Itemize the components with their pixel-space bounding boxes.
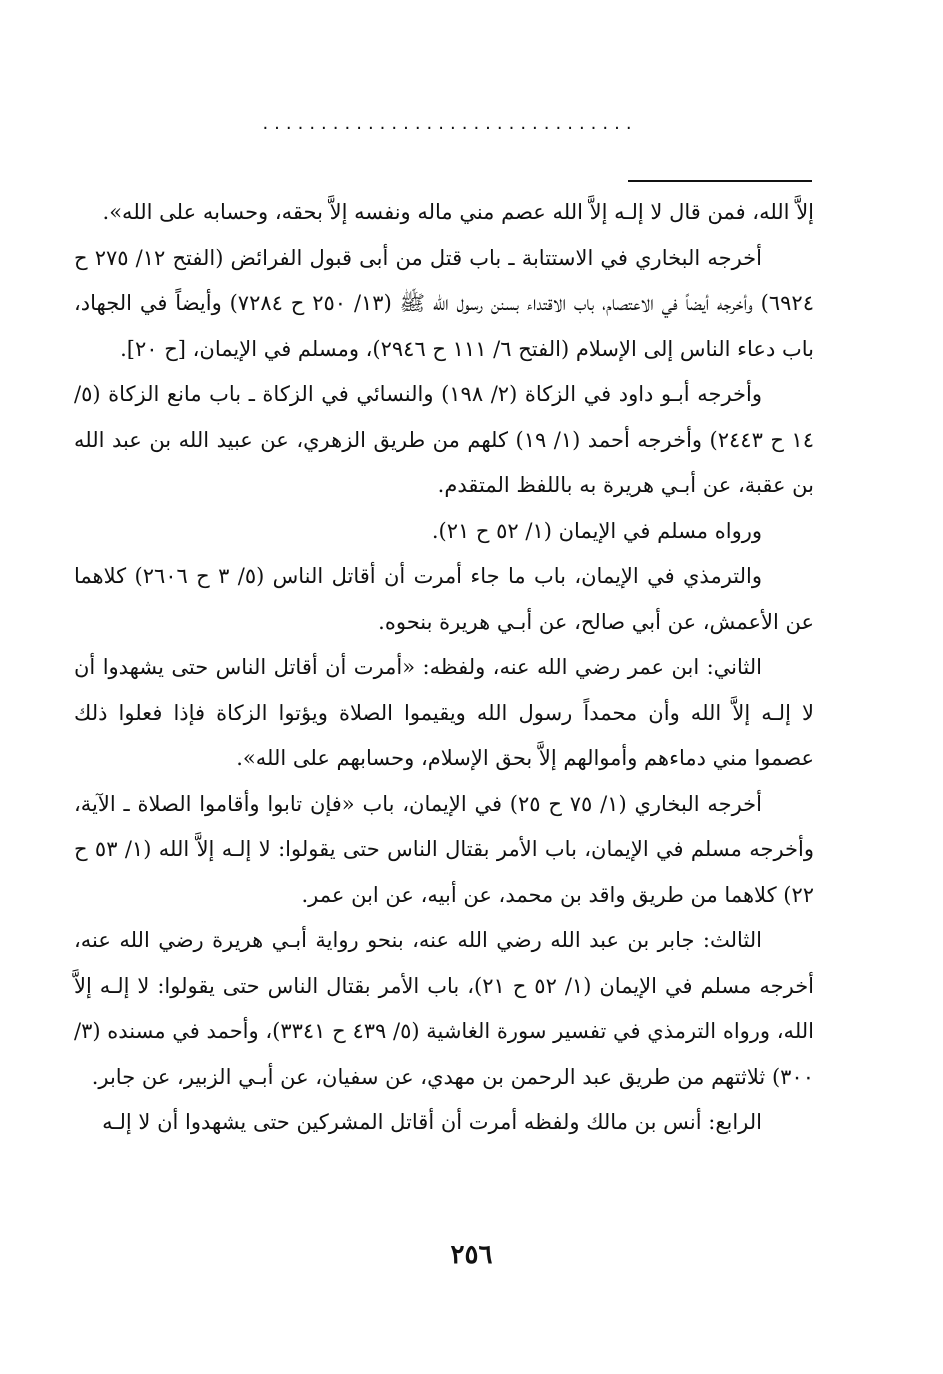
paragraph-muslim: ورواه مسلم في الإيمان (١/ ٥٢ ح ٢١). bbox=[431, 518, 762, 543]
paragraph-tirmidhi: والترمذي في الإيمان، باب ما جاء أمرت أن أقاتل الناس (٥/ ٣ ح ٢٦٠٦) كلاهما عن الأعمش، عن أبي صالح، عن أبـي هريرة بنحوه. bbox=[74, 564, 814, 634]
paragraph-continuation: إلاَّ الله، فمن قال لا إلـه إلاَّ الله عصم مني ماله ونفسه إلاَّ بحقه، وحسابه على الله». bbox=[102, 200, 814, 224]
paragraph-bukhari-istitaba: أخرجه البخاري في الاستتابة ـ باب قتل من أبى قبول الفرائض (الفتح ١٢/ ٢٧٥ ح ٦٩٢٤) وأخرجه أيضاً في الاعتصام، باب الاقتداء بسنن رسول الله ﷺ (١٣/ ٢٥٠ ح ٧٢٨٤) وأيضاً في الجهاد، باب دعاء الناس إلى الإسلام (الفتح ٦/ ١١١ ح ٢٩٤٦)، ومسلم في الإيمان، [ح ٢٠]. bbox=[74, 245, 814, 361]
paragraph-abu-dawud: وأخرجه أبـو داود في الزكاة (٢/ ١٩٨) والنسائي في الزكاة ـ باب مانع الزكاة (٥/ ١٤ ح ٢٤٤٣) وأخرجه أحمد (١/ ١٩) كلهم من طريق الزهري، عن عبيد الله بن عبد الله بن عقبة، عن أبـي هريرة به باللفظ المتقدم. bbox=[74, 382, 814, 497]
page-body bbox=[74, 190, 814, 1146]
paragraph-jabir: الثالث: جابر بن عبد الله رضي الله عنه، بنحو رواية أبـي هريرة رضي الله عنه، أخرجه مسلم في الإيمان (١/ ٥٢ ح ٢١)، باب الأمر بقتال الناس حتى يقولوا: لا إلـه إلاَّ الله، ورواه الترمذي في تفسير سورة الغاشية (٥/ ٤٣٩ ح ٣٣٤١)، وأحمد في مسنده (٣/ ٣٠٠) ثلاثتهم من طريق عبد الرحمن بن مهدي، عن سفيان، عن أبـي الزبير، عن جابر. bbox=[74, 928, 815, 1089]
paragraph-ibn-umar: الثاني: ابن عمر رضي الله عنه، ولفظه: «أمرت أن أقاتل الناس حتى يشهدوا أن لا إلـه إلاَّ الله وأن محمداً رسول الله ويقيموا الصلاة ويؤتوا الزكاة فإذا فعلوا ذلك عصموا مني دماءهم وأموالهم إلاَّ بحق الإسلام، وحسابهم على الله». bbox=[74, 655, 814, 770]
page-number: ٢٥٦ bbox=[450, 1240, 493, 1270]
paragraph-bukhari-iman: أخرجه البخاري (١/ ٧٥ ح ٢٥) في الإيمان، باب «فإن تابوا وأقاموا الصلاة ـ الآية، وأخرجه مسلم في الإيمان، باب الأمر بقتال الناس حتى يقولوا: لا إلـه إلاَّ الله (١/ ٥٣ ح ٢٢) كلاهما من طريق واقد بن محمد، عن أبيه، عن ابن عمر. bbox=[74, 791, 814, 907]
dotted-divider: ................................ bbox=[262, 113, 638, 134]
footnote-rule bbox=[628, 180, 812, 182]
paragraph-anas: الرابع: أنس بن مالك ولفظه أمرت أن أقاتل المشركين حتى يشهدوا أن لا إلـه bbox=[102, 1110, 762, 1134]
